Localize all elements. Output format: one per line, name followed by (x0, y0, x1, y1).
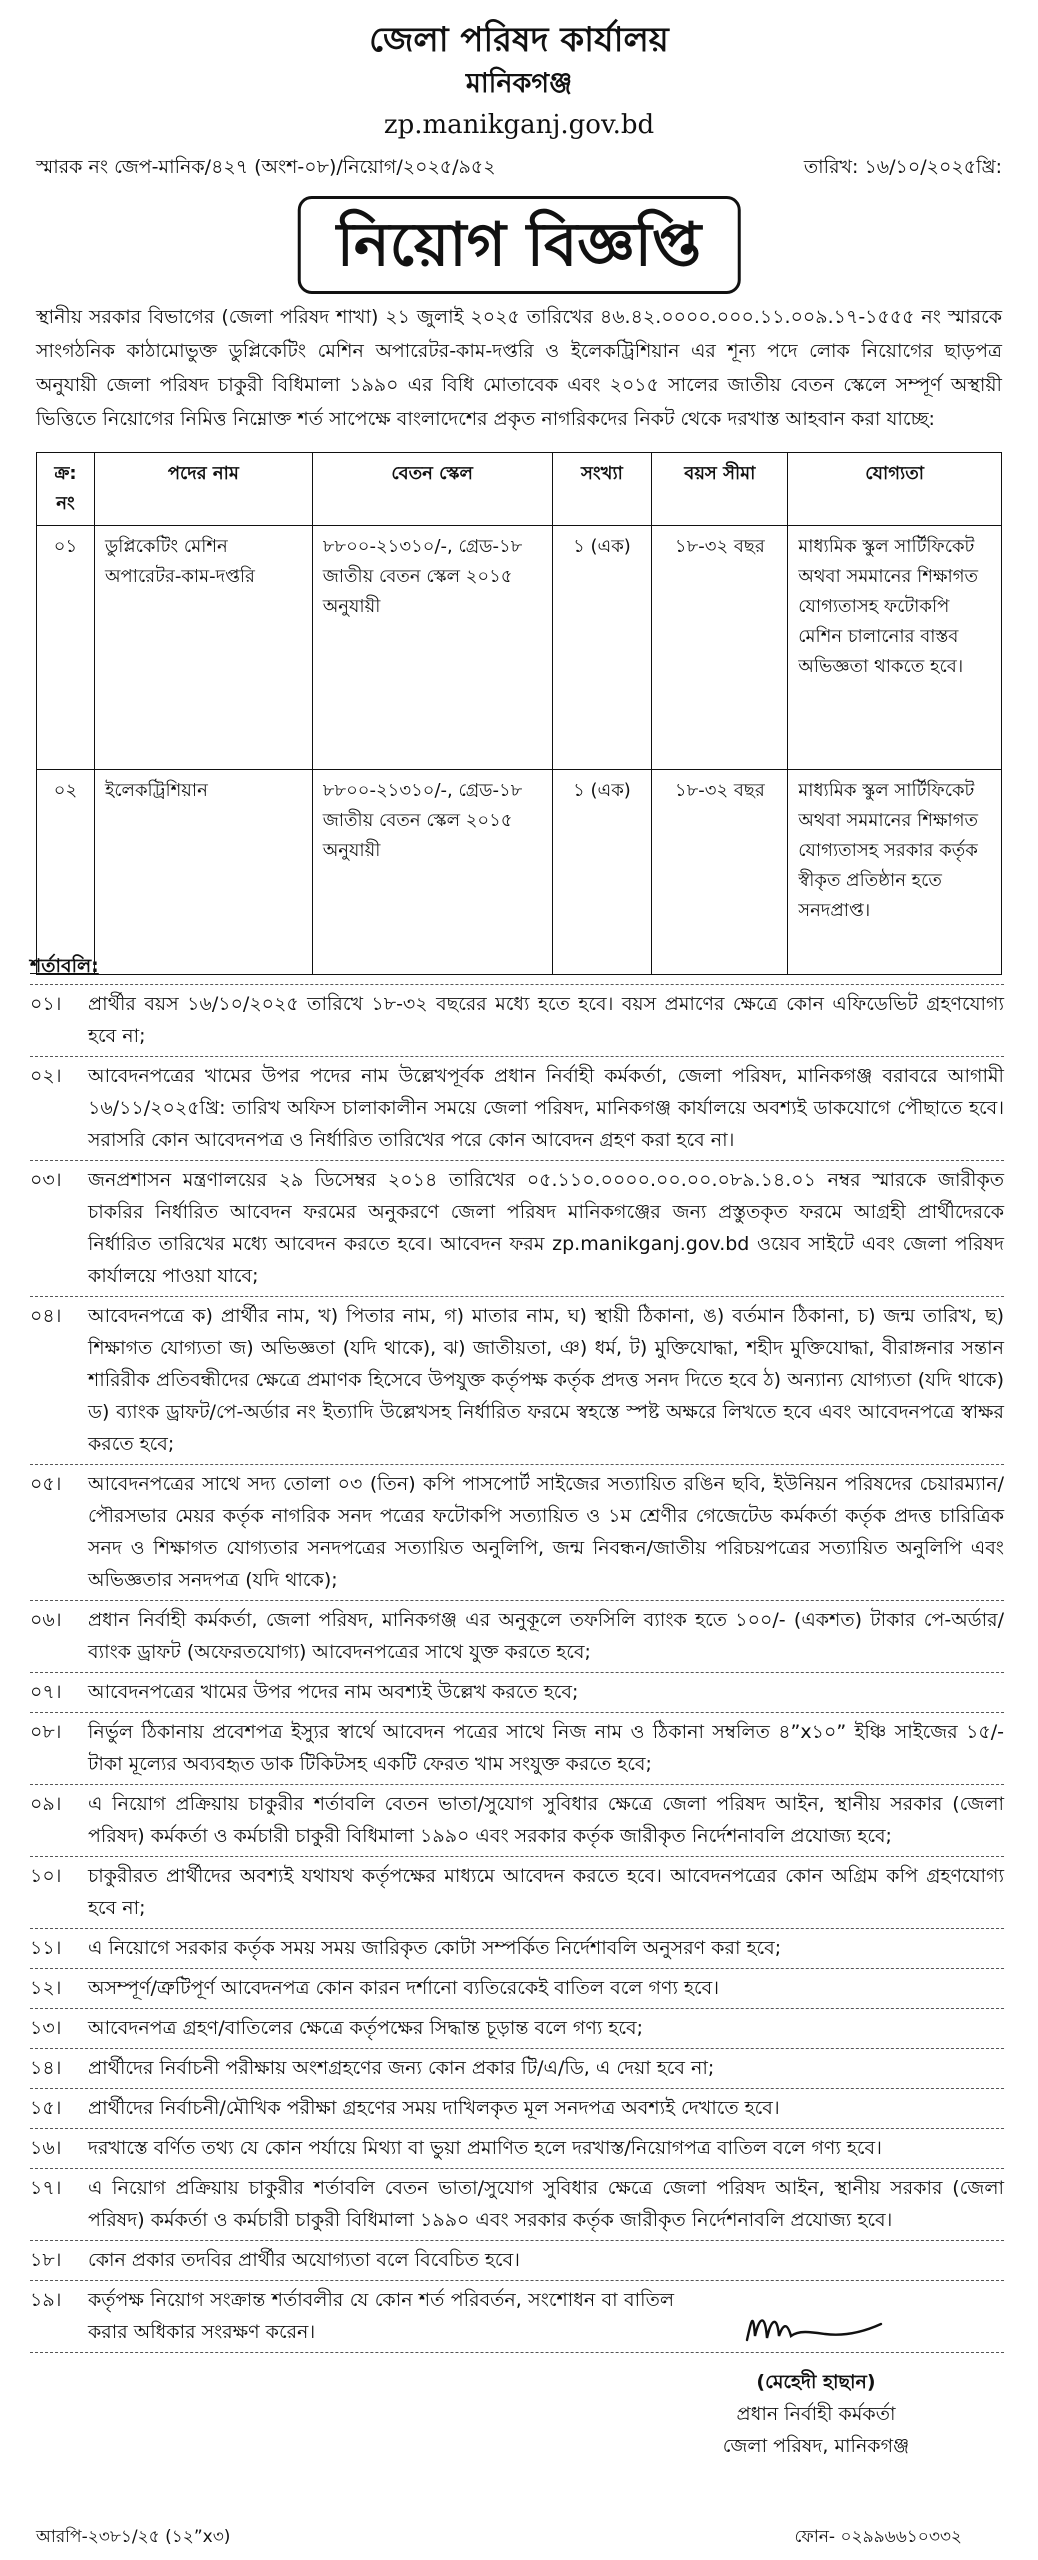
website-text: zp.manikganj.gov.bd (383, 110, 655, 140)
cell-count: ১ (এক) (552, 770, 652, 975)
print-code: আরপি-২৩৮১/২৫ (১২”x৩) (36, 2527, 231, 2547)
district-name: মানিকগঞ্জ (465, 68, 573, 99)
term-item (30, 1464, 1004, 1600)
memo-line (36, 150, 1002, 184)
intro-paragraph: স্থানীয় সরকার বিভাগের (জেলা পরিষদ শাখা) ২১ জুলাই ২০২৫ তারিখের ৪৬.৪২.০০০০.০০০.১১.০০৯.১৭-১৫৫৫ নং স্মারকে সাংগঠনিক কাঠামোভুক্ত ডুপ্লিকেটিং মেশিন অপারেটর-কাম-দপ্তরি ও ইলেকট্রিশিয়ান এর শূন্য পদে লোক নিয়োগের ছাড়পত্র অনুযায়ী জেলা পরিষদ চাকুরী বিধিমালা ১৯৯০ এর বিধি মোতাবেক এবং ২০১৫ সালের জাতীয় বেতন স্কেলে সম্পূর্ণ অস্থায়ী ভিত্তিতে নিয়োগের নিমিত্ত নিম্নোক্ত শর্ত সাপেক্ষে বাংলাদেশের প্রকৃত নাগরিকদের নিকট থেকে দরখাস্ত আহবান করা যাচ্ছে: (36, 306, 1002, 430)
cell-serial: ০১ (37, 526, 95, 770)
vacancy-table (36, 452, 1002, 975)
cell-serial: ০২ (37, 770, 95, 975)
term-text: আবেদনপত্র গ্রহণ/বাতিলের ক্ষেত্রে কর্তৃপক্ষের সিদ্ধান্ত চূড়ান্ত বলে গণ্য হবে; (88, 2017, 643, 2039)
term-number: ০৬। (30, 1609, 62, 1631)
term-number: ০১। (30, 993, 62, 1015)
phone-number: ফোন- ০২৯৯৬৬১০৩৩২ (794, 2527, 962, 2547)
term-text: প্রার্থীর বয়স ১৬/১০/২০২৫ তারিখে ১৮-৩২ বছরের মধ্যে হতে হবে। বয়স প্রমাণের ক্ষেত্রে কোন এফিডেভিট গ্রহণযোগ্য হবে না; (88, 993, 1004, 1047)
terms-section (30, 950, 1004, 2353)
term-number: ০৮। (30, 1721, 62, 1743)
memo-number: স্মারক নং জেপ-মানিক/৪২৭ (অংশ-০৮)/নিয়োগ/২০২৫/৯৫২ (36, 156, 496, 178)
cell-scale: ৮৮০০-২১৩১০/-, গ্রেড-১৮ জাতীয় বেতন স্কেল ২০১৫ অনুযায়ী (312, 770, 552, 975)
term-item (30, 1056, 1004, 1160)
cell-count: ১ (এক) (552, 526, 652, 770)
signature-block (666, 2300, 966, 2462)
term-text: আবেদনপত্রের সাথে সদ্য তোলা ০৩ (তিন) কপি পাসপোর্ট সাইজের সত্যায়িত রঙিন ছবি, ইউনিয়ন পরিষদের চেয়ারম্যান/পৌরসভার মেয়র কর্তৃক নাগরিক সনদ পত্রের ফটোকপি সত্যায়িত ও ১ম শ্রেণীর গেজেটেড কর্মকর্তা কর্তৃক প্রদত্ত চারিত্রিক সনদ ও শিক্ষাগত যোগ্যতার সনদপত্রের সত্যায়িত অনুলিপি, জন্ম নিবন্ধন/জাতীয় পরিচয়পত্রের সত্যায়িত অনুলিপি এবং অভিজ্ঞতার সনদপত্র (যদি থাকে); (88, 1473, 1004, 1591)
term-item (30, 2048, 1004, 2088)
term-text: প্রধান নির্বাহী কর্মকর্তা, জেলা পরিষদ, মানিকগঞ্জ এর অনুকূলে তফসিলি ব্যাংক হতে ১০০/- (একশত) টাকার পে-অর্ডার/ব্যাংক ড্রাফট (অফেরতযোগ্য) আবেদনপত্রের সাথে যুক্ত করতে হবে; (88, 1609, 1004, 1663)
table-row (37, 526, 1002, 770)
letterhead (0, 16, 1038, 146)
term-number: ১৩। (30, 2017, 62, 2039)
term-item (30, 2240, 1004, 2280)
col-header-scale: বেতন স্কেল (312, 453, 552, 526)
term-number: ০৫। (30, 1473, 62, 1495)
term-number: ০২। (30, 1065, 62, 1087)
term-text: দরখাস্তে বর্ণিত তথ্য যে কোন পর্যায়ে মিথ্যা বা ভুয়া প্রমাণিত হলে দরখাস্ত/নিয়োগপত্র বাতিল বলে গণ্য হবে। (88, 2137, 882, 2159)
term-number: ০৭। (30, 1681, 62, 1703)
term-text: আবেদনপত্রের খামের উপর পদের নাম অবশ্যই উল্লেখ করতে হবে; (88, 1681, 579, 1703)
term-text: এ নিয়োগ প্রক্রিয়ায় চাকুরীর শর্তাবলি বেতন ভাতা/সুযোগ সুবিধার ক্ষেত্রে জেলা পরিষদ আইন, স্থানীয় সরকার (জেলা পরিষদ) কর্মকর্তা ও কর্মচারী চাকুরী বিধিমালা ১৯৯০ এবং সরকার কর্তৃক জারীকৃত নির্দেশনাবলি প্রযোজ্য হবে; (88, 1793, 1004, 1847)
col-header-count: সংখ্যা (552, 453, 652, 526)
col-header-qualification: যোগ্যতা (788, 453, 1002, 526)
term-item (30, 1856, 1004, 1928)
term-text: প্রার্থীদের নির্বাচনী/মৌখিক পরীক্ষা গ্রহণের সময় দাখিলকৃত মূল সনদপত্র অবশ্যই দেখাতে হবে। (88, 2097, 780, 2119)
term-text: আবেদনপত্রে ক) প্রার্থীর নাম, খ) পিতার নাম, গ) মাতার নাম, ঘ) স্থায়ী ঠিকানা, ঙ) বর্তমান ঠিকানা, চ) জন্ম তারিখ, ছ) শিক্ষাগত যোগ্যতা জ) অভিজ্ঞতা (যদি থাকে), ঝ) জাতীয়তা, ঞ) ধর্ম, ট) মুক্তিযোদ্ধা, শহীদ মুক্তিযোদ্ধা, বীরাঙ্গনার সন্তান শারিরীক প্রতিবন্ধীদের ক্ষেত্রে প্রমাণক হিসেবে উপযুক্ত কর্তৃপক্ষ কর্তৃক প্রদত্ত সনদ দিতে হবে ঠ) অন্যান্য যোগ্যতা (যদি থাকে) ড) ব্যাংক ড্রাফট/পে-অর্ডার নং ইত্যাদি উল্লেখসহ নির্ধারিত ফরমে স্বহস্তে স্পষ্ট অক্ষরে লিখতে হবে এবং আবেদনপত্রে স্বাক্ষর করতে হবে; (88, 1305, 1004, 1455)
term-item (30, 1712, 1004, 1784)
office-name: জেলা পরিষদ কার্যালয় (369, 20, 669, 60)
term-item (30, 2008, 1004, 2048)
term-number: ০৯। (30, 1793, 62, 1815)
cell-qualification: মাধ্যমিক স্কুল সার্টিফিকেট অথবা সমমানের শিক্ষাগত যোগ্যতাসহ ফটোকপি মেশিন চালানোর বাস্তব অভিজ্ঞতা থাকতে হবে। (788, 526, 1002, 770)
term-item (30, 1672, 1004, 1712)
table-row (37, 770, 1002, 975)
col-header-serial: ক্র: নং (37, 453, 95, 526)
cell-qualification: মাধ্যমিক স্কুল সার্টিফিকেট অথবা সমমানের শিক্ষাগত যোগ্যতাসহ সরকার কর্তৃক স্বীকৃত প্রতিষ্ঠান হতে সনদপ্রাপ্ত। (788, 770, 1002, 975)
cell-age: ১৮-৩২ বছর (652, 770, 788, 975)
cell-post: ইলেকট্রিশিয়ান (94, 770, 312, 975)
term-item (30, 1160, 1004, 1296)
term-text: কোন প্রকার তদবির প্রার্থীর অযোগ্যতা বলে বিবেচিত হবে। (88, 2249, 520, 2271)
term-text: অসম্পূর্ণ/ত্রুটিপূর্ণ আবেদনপত্র কোন কারন দর্শানো ব্যতিরেকেই বাতিল বলে গণ্য হবে। (88, 1977, 720, 1999)
notice-title: নিয়োগ বিজ্ঞপ্তি (298, 196, 741, 294)
term-text: আবেদনপত্রের খামের উপর পদের নাম উল্লেখপূর্বক প্রধান নির্বাহী কর্মকর্তা, জেলা পরিষদ, মানিকগঞ্জ বরাবরে আগামী ১৬/১১/২০২৫খ্রি: তারিখ অফিস চালাকালীন সময়ে জেলা পরিষদ, মানিকগঞ্জ কার্যালয়ে অবশ্যই ডাকযোগে পৌছাতে হবে। সরাসরি কোন আবেদনপত্র ও নির্ধারিত তারিখের পরে কোন আবেদন গ্রহণ করা হবে না। (88, 1065, 1004, 1151)
term-item (30, 1784, 1004, 1856)
cell-scale: ৮৮০০-২১৩১০/-, গ্রেড-১৮ জাতীয় বেতন স্কেল ২০১৫ অনুযায়ী (312, 526, 552, 770)
term-number: ১৬। (30, 2137, 62, 2159)
term-number: ১৪। (30, 2057, 62, 2079)
table-header-row (37, 453, 1002, 526)
term-number: ১০। (30, 1865, 62, 1887)
term-number: ১৮। (30, 2249, 62, 2271)
cell-post: ডুপ্লিকেটিং মেশিন অপারেটর-কাম-দপ্তরি (94, 526, 312, 770)
term-text: কর্তৃপক্ষ নিয়োগ সংক্রান্ত শর্তাবলীর যে কোন শর্ত পরিবর্তন, সংশোধন বা বাতিল করার অধিকার সংরক্ষণ করেন। (88, 2289, 674, 2343)
term-text: নির্ভুল ঠিকানায় প্রবেশপত্র ইস্যুর স্বার্থে আবেদন পত্রের সাথে নিজ নাম ও ঠিকানা সম্বলিত ৪”x১০” ইঞ্চি সাইজের ১৫/- টাকা মূল্যের অব্যবহৃত ডাক টিকিটসহ একটি ফেরত খাম সংযুক্ত করতে হবে; (88, 1721, 1004, 1775)
cell-age: ১৮-৩২ বছর (652, 526, 788, 770)
signatory-name: (মেহেদী হাছান) (756, 2371, 876, 2393)
term-number: ১২। (30, 1977, 62, 1999)
col-header-age: বয়স সীমা (652, 453, 788, 526)
terms-title: শর্তাবলি: (30, 955, 99, 977)
term-text: এ নিয়োগ প্রক্রিয়ায় চাকুরীর শর্তাবলি বেতন ভাতা/সুযোগ সুবিধার ক্ষেত্রে জেলা পরিষদ আইন, স্থানীয় সরকার (জেলা পরিষদ) কর্মকর্তা ও কর্মচারী চাকুরী বিধিমালা ১৯৯০ এবং সরকার কর্তৃক জারীকৃত নির্দেশনাবলি প্রযোজ্য হবে। (88, 2177, 1004, 2231)
term-number: ১৫। (30, 2097, 62, 2119)
term-item (30, 2128, 1004, 2168)
term-number: ১৯। (30, 2289, 62, 2311)
term-item (30, 1968, 1004, 2008)
term-number: ০৪। (30, 1305, 62, 1327)
term-text: জনপ্রশাসন মন্ত্রণালয়ের ২৯ ডিসেম্বর ২০১৪ তারিখের ০৫.১১০.০০০০.০০.০০.০৮৯.১৪.০১ নম্বর স্মারকে জারীকৃত চাকরির নির্ধারিত আবেদন ফরমের অনুকরণে জেলা পরিষদ মানিকগঞ্জের জন্য প্রস্তুতকৃত ফরমে আগ্রহী প্রার্থীদেরকে নির্ধারিত তারিখের মধ্যে আবেদন করতে হবে। আবেদন ফরম zp.manikganj.gov.bd ওয়েব সাইটে এবং জেলা পরিষদ কার্যালয়ে পাওয়া যাবে; (88, 1169, 1004, 1287)
col-header-post: পদের নাম (94, 453, 312, 526)
term-item (30, 1600, 1004, 1672)
term-text: এ নিয়োগে সরকার কর্তৃক সময় সময় জারিকৃত কোটা সম্পর্কিত নির্দেশাবলি অনুসরণ করা হবে; (88, 1937, 782, 1959)
footer-line (36, 2522, 1002, 2552)
term-number: ১১। (30, 1937, 62, 1959)
signatory-designation: প্রধান নির্বাহী কর্মকর্তা (736, 2403, 896, 2425)
term-item (30, 2168, 1004, 2240)
memo-date: তারিখ: ১৬/১০/২০২৫খ্রি: (803, 156, 1002, 178)
term-text: চাকুরীরত প্রার্থীদের অবশ্যই যথাযথ কর্তৃপক্ষের মাধ্যমে আবেদন করতে হবে। আবেদনপত্রের কোন অগ্রিম কপি গ্রহণযোগ্য হবে না; (88, 1865, 1004, 1919)
term-number: ০৩। (30, 1169, 62, 1191)
term-item (30, 984, 1004, 1056)
handwritten-signature (741, 2300, 891, 2358)
signatory-office: জেলা পরিষদ, মানিকগঞ্জ (722, 2435, 910, 2457)
term-item (30, 2088, 1004, 2128)
term-text: প্রার্থীদের নির্বাচনী পরীক্ষায় অংশগ্রহণের জন্য কোন প্রকার টি/এ/ডি, এ দেয়া হবে না; (88, 2057, 715, 2079)
term-item (30, 1296, 1004, 1464)
term-item (30, 1928, 1004, 1968)
term-number: ১৭। (30, 2177, 62, 2199)
